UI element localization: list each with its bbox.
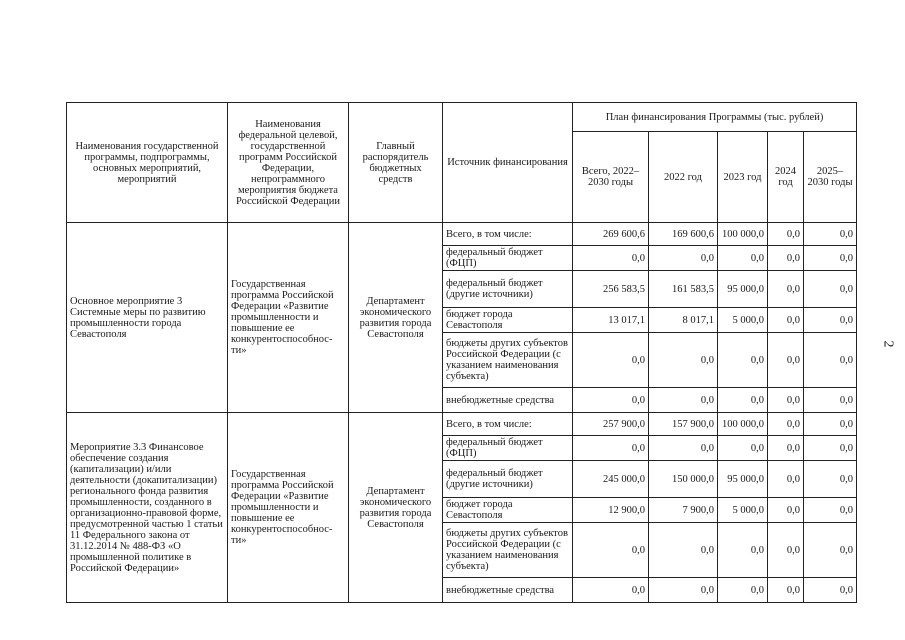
year-2022-cell: 157 900,0 xyxy=(649,413,718,436)
source-cell: федеральный бюджет (другие источники) xyxy=(443,271,573,308)
total-cell: 256 583,5 xyxy=(573,271,649,308)
year-2024-cell: 0,0 xyxy=(768,308,804,333)
financing-table xyxy=(66,102,857,603)
year-2022-cell: 0,0 xyxy=(649,246,718,271)
year-2023-cell: 0,0 xyxy=(718,436,768,461)
year-2022-cell: 8 017,1 xyxy=(649,308,718,333)
year-2025-2030-cell: 0,0 xyxy=(804,388,857,413)
header-total: Всего, 2022–2030 годы xyxy=(573,132,649,223)
header-name: Наименования государственной программы, подпрограммы, основных мероприятий, мероприятий xyxy=(67,103,228,223)
section-name: Основное мероприятие 3 Системные меры по развитию промышленности города Севастополя xyxy=(67,223,228,413)
total-cell: 0,0 xyxy=(573,523,649,578)
year-2024-cell: 0,0 xyxy=(768,436,804,461)
section-manager: Департамент экономического развития города Севастополя xyxy=(349,223,443,413)
section-program: Государственная программа Российской Федерации «Развитие промышленности и повышение ее конкурентоспособнос-ти» xyxy=(228,223,349,413)
year-2024-cell: 0,0 xyxy=(768,246,804,271)
source-cell: бюджеты других субъектов Российской Федерации (с указанием наименования субъекта) xyxy=(443,333,573,388)
header-2022: 2022 год xyxy=(649,132,718,223)
total-cell: 13 017,1 xyxy=(573,308,649,333)
year-2025-2030-cell: 0,0 xyxy=(804,436,857,461)
year-2024-cell: 0,0 xyxy=(768,461,804,498)
year-2025-2030-cell: 0,0 xyxy=(804,523,857,578)
header-2024: 2024 год xyxy=(768,132,804,223)
year-2023-cell: 0,0 xyxy=(718,333,768,388)
year-2025-2030-cell: 0,0 xyxy=(804,246,857,271)
total-cell: 257 900,0 xyxy=(573,413,649,436)
year-2022-cell: 161 583,5 xyxy=(649,271,718,308)
financing-table-container xyxy=(66,102,856,603)
total-cell: 269 600,6 xyxy=(573,223,649,246)
year-2023-cell: 95 000,0 xyxy=(718,461,768,498)
source-cell: Всего, в том числе: xyxy=(443,413,573,436)
total-cell: 245 000,0 xyxy=(573,461,649,498)
year-2025-2030-cell: 0,0 xyxy=(804,271,857,308)
section-manager: Департамент экономического развития города Севастополя xyxy=(349,413,443,603)
year-2022-cell: 0,0 xyxy=(649,436,718,461)
year-2024-cell: 0,0 xyxy=(768,578,804,603)
table-row xyxy=(67,413,857,436)
year-2023-cell: 100 000,0 xyxy=(718,223,768,246)
total-cell: 0,0 xyxy=(573,436,649,461)
section-program: Государственная программа Российской Федерации «Развитие промышленности и повышение ее конкурентоспособнос-ти» xyxy=(228,413,349,603)
section-name: Мероприятие 3.3 Финансовое обеспечение создания (капитализации) и/или деятельности (докапитализации) регионального фонда развития промышленности, созданного в организационно-правовой форме, предусмотренной частью 1 статьи 11 Федерального закона от 31.12.2014 № 488-ФЗ «О промышленной политике в Российской Федерации» xyxy=(67,413,228,603)
header-program: Наименования федеральной целевой, государственной программ Российской Федерации, непрограммного мероприятия бюджета Российской Федерации xyxy=(228,103,349,223)
source-cell: бюджет города Севастополя xyxy=(443,308,573,333)
header-manager: Главный распорядитель бюджетных средств xyxy=(349,103,443,223)
year-2022-cell: 169 600,6 xyxy=(649,223,718,246)
source-cell: внебюджетные средства xyxy=(443,388,573,413)
page-number: 2 xyxy=(880,340,896,348)
year-2022-cell: 0,0 xyxy=(649,388,718,413)
year-2025-2030-cell: 0,0 xyxy=(804,413,857,436)
year-2023-cell: 0,0 xyxy=(718,388,768,413)
header-row-1 xyxy=(67,103,857,132)
year-2023-cell: 5 000,0 xyxy=(718,308,768,333)
source-cell: бюджет города Севастополя xyxy=(443,498,573,523)
year-2025-2030-cell: 0,0 xyxy=(804,223,857,246)
year-2025-2030-cell: 0,0 xyxy=(804,308,857,333)
header-plan: План финансирования Программы (тыс. рублей) xyxy=(573,103,857,132)
year-2024-cell: 0,0 xyxy=(768,271,804,308)
year-2023-cell: 5 000,0 xyxy=(718,498,768,523)
table-row xyxy=(67,223,857,246)
year-2025-2030-cell: 0,0 xyxy=(804,333,857,388)
year-2025-2030-cell: 0,0 xyxy=(804,498,857,523)
total-cell: 0,0 xyxy=(573,388,649,413)
total-cell: 0,0 xyxy=(573,333,649,388)
year-2024-cell: 0,0 xyxy=(768,413,804,436)
year-2024-cell: 0,0 xyxy=(768,388,804,413)
year-2023-cell: 0,0 xyxy=(718,246,768,271)
header-source: Источник финансирования xyxy=(443,103,573,223)
year-2022-cell: 0,0 xyxy=(649,333,718,388)
source-cell: внебюджетные средства xyxy=(443,578,573,603)
total-cell: 0,0 xyxy=(573,578,649,603)
total-cell: 0,0 xyxy=(573,246,649,271)
year-2025-2030-cell: 0,0 xyxy=(804,461,857,498)
year-2024-cell: 0,0 xyxy=(768,523,804,578)
year-2024-cell: 0,0 xyxy=(768,498,804,523)
year-2024-cell: 0,0 xyxy=(768,333,804,388)
header-2025: 2025–2030 годы xyxy=(804,132,857,223)
source-cell: федеральный бюджет (другие источники) xyxy=(443,461,573,498)
year-2023-cell: 100 000,0 xyxy=(718,413,768,436)
year-2022-cell: 7 900,0 xyxy=(649,498,718,523)
year-2023-cell: 95 000,0 xyxy=(718,271,768,308)
source-cell: бюджеты других субъектов Российской Федерации (с указанием наименования субъекта) xyxy=(443,523,573,578)
year-2024-cell: 0,0 xyxy=(768,223,804,246)
year-2023-cell: 0,0 xyxy=(718,523,768,578)
year-2025-2030-cell: 0,0 xyxy=(804,578,857,603)
source-cell: Всего, в том числе: xyxy=(443,223,573,246)
total-cell: 12 900,0 xyxy=(573,498,649,523)
header-2023: 2023 год xyxy=(718,132,768,223)
year-2022-cell: 0,0 xyxy=(649,523,718,578)
source-cell: федеральный бюджет (ФЦП) xyxy=(443,246,573,271)
source-cell: федеральный бюджет (ФЦП) xyxy=(443,436,573,461)
year-2023-cell: 0,0 xyxy=(718,578,768,603)
year-2022-cell: 150 000,0 xyxy=(649,461,718,498)
year-2022-cell: 0,0 xyxy=(649,578,718,603)
